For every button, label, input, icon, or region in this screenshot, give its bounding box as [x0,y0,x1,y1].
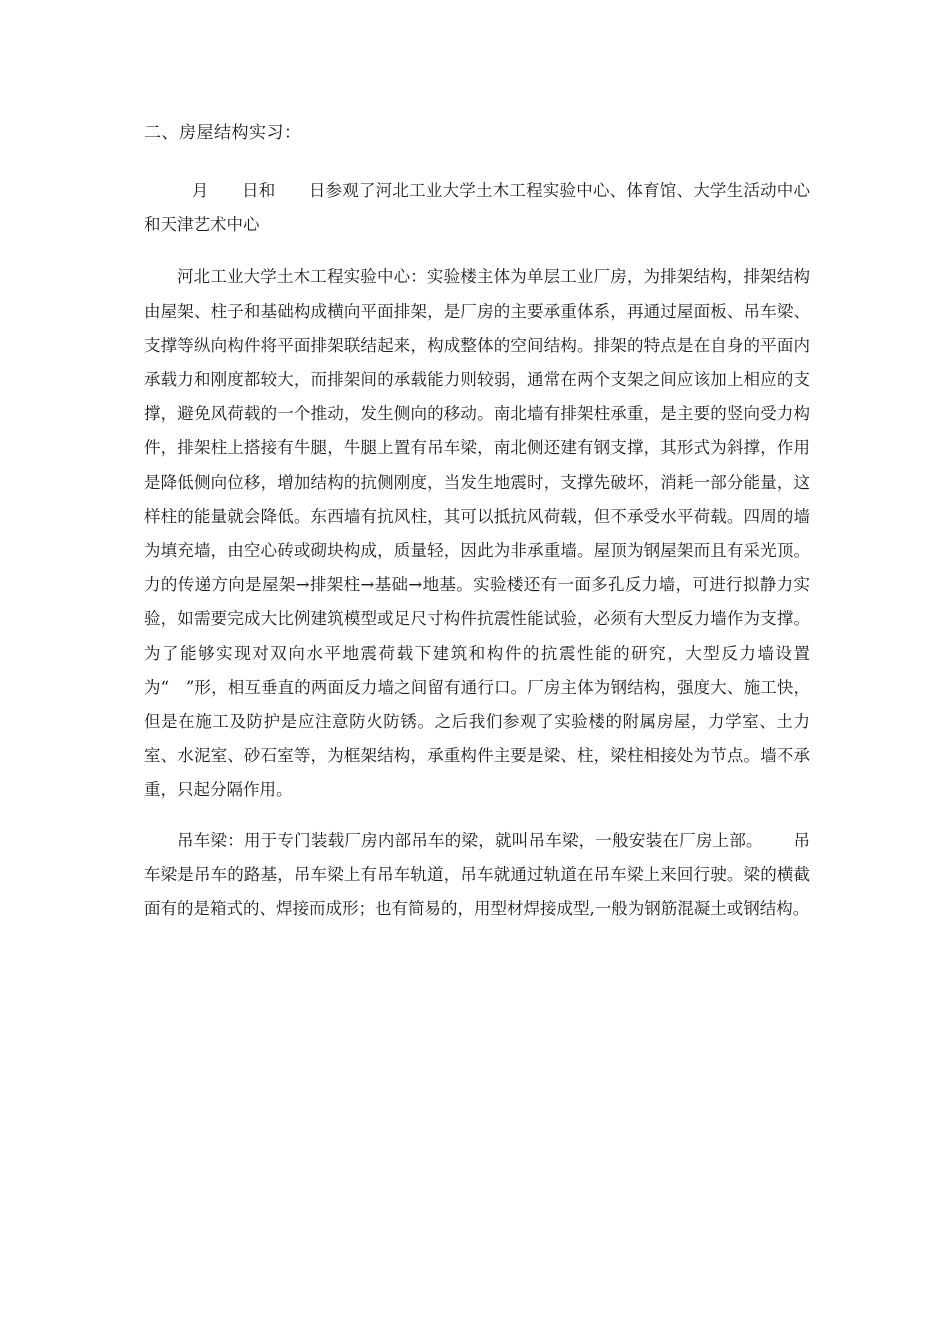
lab-center-paragraph: 河北工业大学土木工程实验中心：实验楼主体为单层工业厂房，为排架结构，排架结构由屋架、柱子和基础构成横向平面排架，是厂房的主要承重体系，再通过屋面板、吊车梁、支撑等纵向构件将平面排架联结起来，构成整体的空间结构。排架的特点是在自身的平面内承载力和刚度都较大，而排架间的承载能力则较弱，通常在两个支架之间应该加上相应的支撑，避免风荷载的一个推动，发生侧向的移动。南北墙有排架柱承重，是主要的竖向受力构件，排架柱上搭接有牛腿，牛腿上置有吊车梁，南北侧还建有钢支撑，其形式为斜撑，作用是降低侧向位移，增加结构的抗侧刚度，当发生地震时，支撑先破坏，消耗一部分能量，这样柱的能量就会降低。东西墙有抗风柱，其可以抵抗风荷载，但不承受水平荷载。四周的墙为填充墙，由空心砖或砌块构成，质量轻，因此为非承重墙。屋顶为钢屋架而且有采光顶。力的传递方向是屋架→排架柱→基础→地基。实验楼还有一面多孔反力墙，可进行拟静力实验，如需要完成大比例建筑模型或足尺寸构件抗震性能试验，必须有大型反力墙作为支撑。为了能够实现对双向水平地震荷载下建筑和构件的抗震性能的研究，大型反力墙设置为“ ”形，相互垂直的两面反力墙之间留有通行口。厂房主体为钢结构，强度大、施工快，但是在施工及防护是应注意防火防锈。之后我们参观了实验楼的附属房屋，力学室、土力室、水泥室、砂石室等，为框架结构，承重构件主要是梁、柱，梁柱相接处为节点。墙不承重，只起分隔作用。 [144,267,810,800]
document-body [144,118,810,942]
visit-paragraph: 月 日和 日参观了河北工业大学土木工程实验中心、体育馆、大学生活动中心和天津艺术中心 [144,181,810,235]
section-title: 二、房屋结构实习： [144,123,302,143]
crane-beam-paragraph: 吊车梁：用于专门装载厂房内部吊车的梁，就叫吊车梁，一般安装在厂房上部。 吊车梁是吊车的路基，吊车梁上有吊车轨道，吊车就通过轨道在吊车梁上来回行驶。梁的横截面有的是箱式的、焊接而成形；也有简易的，用型材焊接成型,一般为钢筋混凝土或钢结构。 [144,830,810,919]
